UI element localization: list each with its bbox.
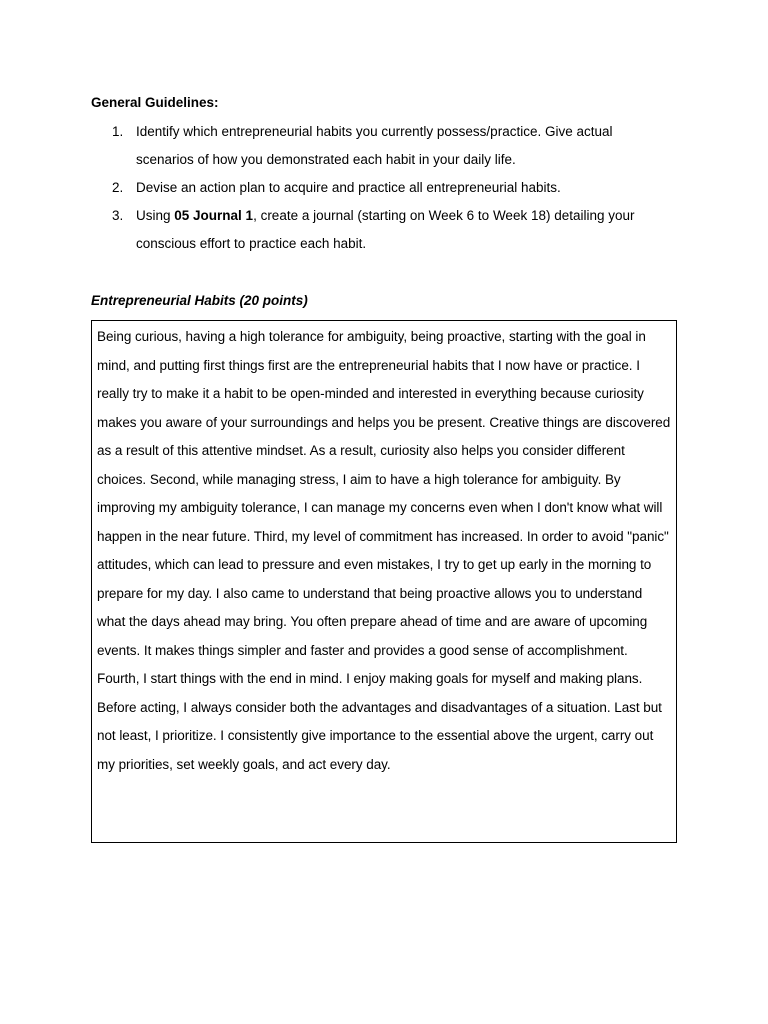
- guideline-text: [136, 208, 635, 251]
- guideline-item-1: [112, 118, 672, 174]
- guidelines-heading: General Guidelines:: [91, 95, 219, 110]
- guideline-text-before: Using: [136, 208, 175, 223]
- journal-reference: 05 Journal 1: [174, 208, 254, 223]
- guideline-number: 3.: [112, 208, 124, 223]
- guideline-item-3: [112, 202, 672, 258]
- section-title: Entrepreneurial Habits (20 points): [91, 293, 308, 308]
- guidelines-list: [112, 118, 672, 258]
- guideline-text: Identify which entrepreneurial habits you currently possess/practice. Give actual scenarios of how you demonstrated each habit in your daily life.: [136, 124, 613, 167]
- guideline-item-2: [112, 174, 672, 202]
- answer-text: Being curious, having a high tolerance for ambiguity, being proactive, starting with the goal in mind, and putting first things first are the entrepreneurial habits that I now have or practice. I really try to make it a habit to be open-minded and interested in everything because curiosity makes you aware of your surroundings and helps you be present. Creative things are discovered as a result of this attentive mindset. As a result, curiosity also helps you consider different choices. Second, while managing stress, I aim to have a high tolerance for ambiguity. By improving my ambiguity tolerance, I can manage my concerns even when I don't know what will happen in the near future. Third, my level of commitment has increased. In order to avoid "panic" attitudes, which can lead to pressure and even mistakes, I try to get up early in the morning to prepare for my day. I also came to understand that being proactive allows you to understand what the days ahead may bring. You often prepare ahead of time and are aware of upcoming events. It makes things simpler and faster and provides a good sense of accomplishment. Fourth, I start things with the end in mind. I enjoy making goals for myself and making plans. Before acting, I always consider both the advantages and disadvantages of a situation. Last but not least, I prioritize. I consistently give importance to the essential above the urgent, carry out my priorities, set weekly goals, and act every day.: [97, 329, 671, 772]
- guideline-text-after: , create a journal (starting on Week 6 to Week 18) detailing your conscious effort to practice each habit.: [136, 208, 635, 251]
- guideline-text: Devise an action plan to acquire and practice all entrepreneurial habits.: [136, 180, 561, 195]
- guideline-number: 2.: [112, 180, 124, 195]
- answer-box: [91, 320, 677, 843]
- guideline-number: 1.: [112, 124, 124, 139]
